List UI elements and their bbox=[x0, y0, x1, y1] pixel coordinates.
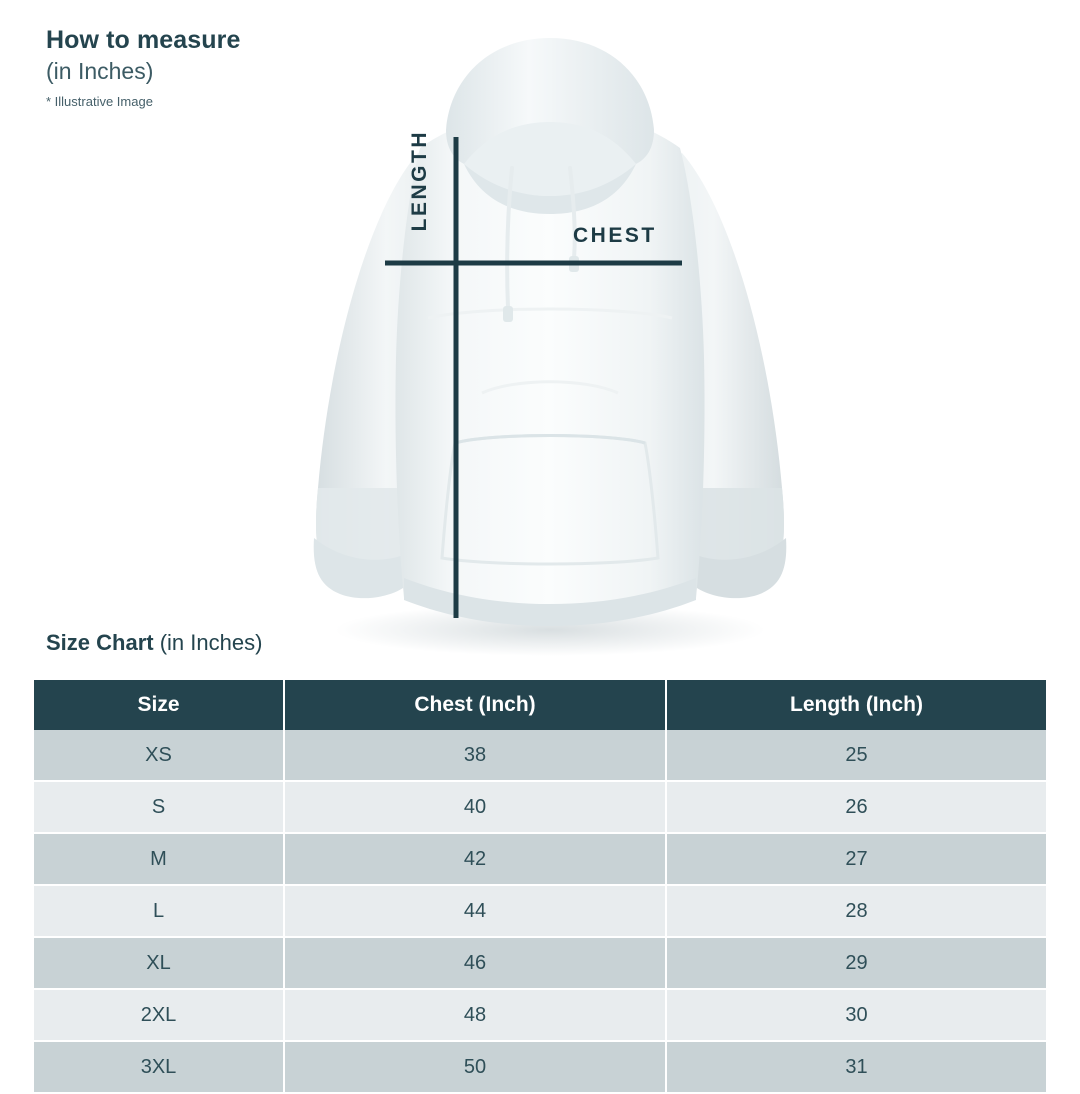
size-chart-title bbox=[46, 630, 262, 656]
table-row bbox=[34, 781, 1046, 833]
cell-chest: 44 bbox=[284, 885, 666, 937]
size-chart-title-bold: Size Chart bbox=[46, 630, 154, 655]
table-row bbox=[34, 1041, 1046, 1093]
cell-chest: 46 bbox=[284, 937, 666, 989]
cell-size: XS bbox=[34, 730, 284, 781]
chest-measure-label: CHEST bbox=[573, 224, 657, 247]
table-row bbox=[34, 989, 1046, 1041]
cell-length: 25 bbox=[666, 730, 1046, 781]
cell-length: 29 bbox=[666, 937, 1046, 989]
size-chart-table bbox=[34, 680, 1046, 1094]
cell-length: 30 bbox=[666, 989, 1046, 1041]
page-title: How to measure bbox=[46, 26, 241, 54]
cell-size: XL bbox=[34, 937, 284, 989]
column-header-chest: Chest (Inch) bbox=[284, 680, 666, 730]
cell-length: 31 bbox=[666, 1041, 1046, 1093]
illustrative-note: * Illustrative Image bbox=[46, 93, 153, 109]
cell-length: 26 bbox=[666, 781, 1046, 833]
cell-size: S bbox=[34, 781, 284, 833]
cell-chest: 40 bbox=[284, 781, 666, 833]
table-header-row bbox=[34, 680, 1046, 730]
cell-size: L bbox=[34, 885, 284, 937]
table-row bbox=[34, 833, 1046, 885]
table-row bbox=[34, 885, 1046, 937]
table-row bbox=[34, 937, 1046, 989]
size-chart-title-unit: (in Inches) bbox=[153, 630, 263, 655]
cell-chest: 42 bbox=[284, 833, 666, 885]
cell-length: 28 bbox=[666, 885, 1046, 937]
page-subtitle: (in Inches) bbox=[46, 57, 154, 84]
hoodie-illustration bbox=[250, 18, 840, 658]
cell-chest: 38 bbox=[284, 730, 666, 781]
cell-size: M bbox=[34, 833, 284, 885]
column-header-length: Length (Inch) bbox=[666, 680, 1046, 730]
cell-size: 3XL bbox=[34, 1041, 284, 1093]
cell-size: 2XL bbox=[34, 989, 284, 1041]
column-header-size: Size bbox=[34, 680, 284, 730]
length-measure-label: LENGTH bbox=[408, 130, 431, 232]
cell-length: 27 bbox=[666, 833, 1046, 885]
cell-chest: 48 bbox=[284, 989, 666, 1041]
cell-chest: 50 bbox=[284, 1041, 666, 1093]
hoodie-svg bbox=[250, 18, 840, 658]
table-row bbox=[34, 730, 1046, 781]
